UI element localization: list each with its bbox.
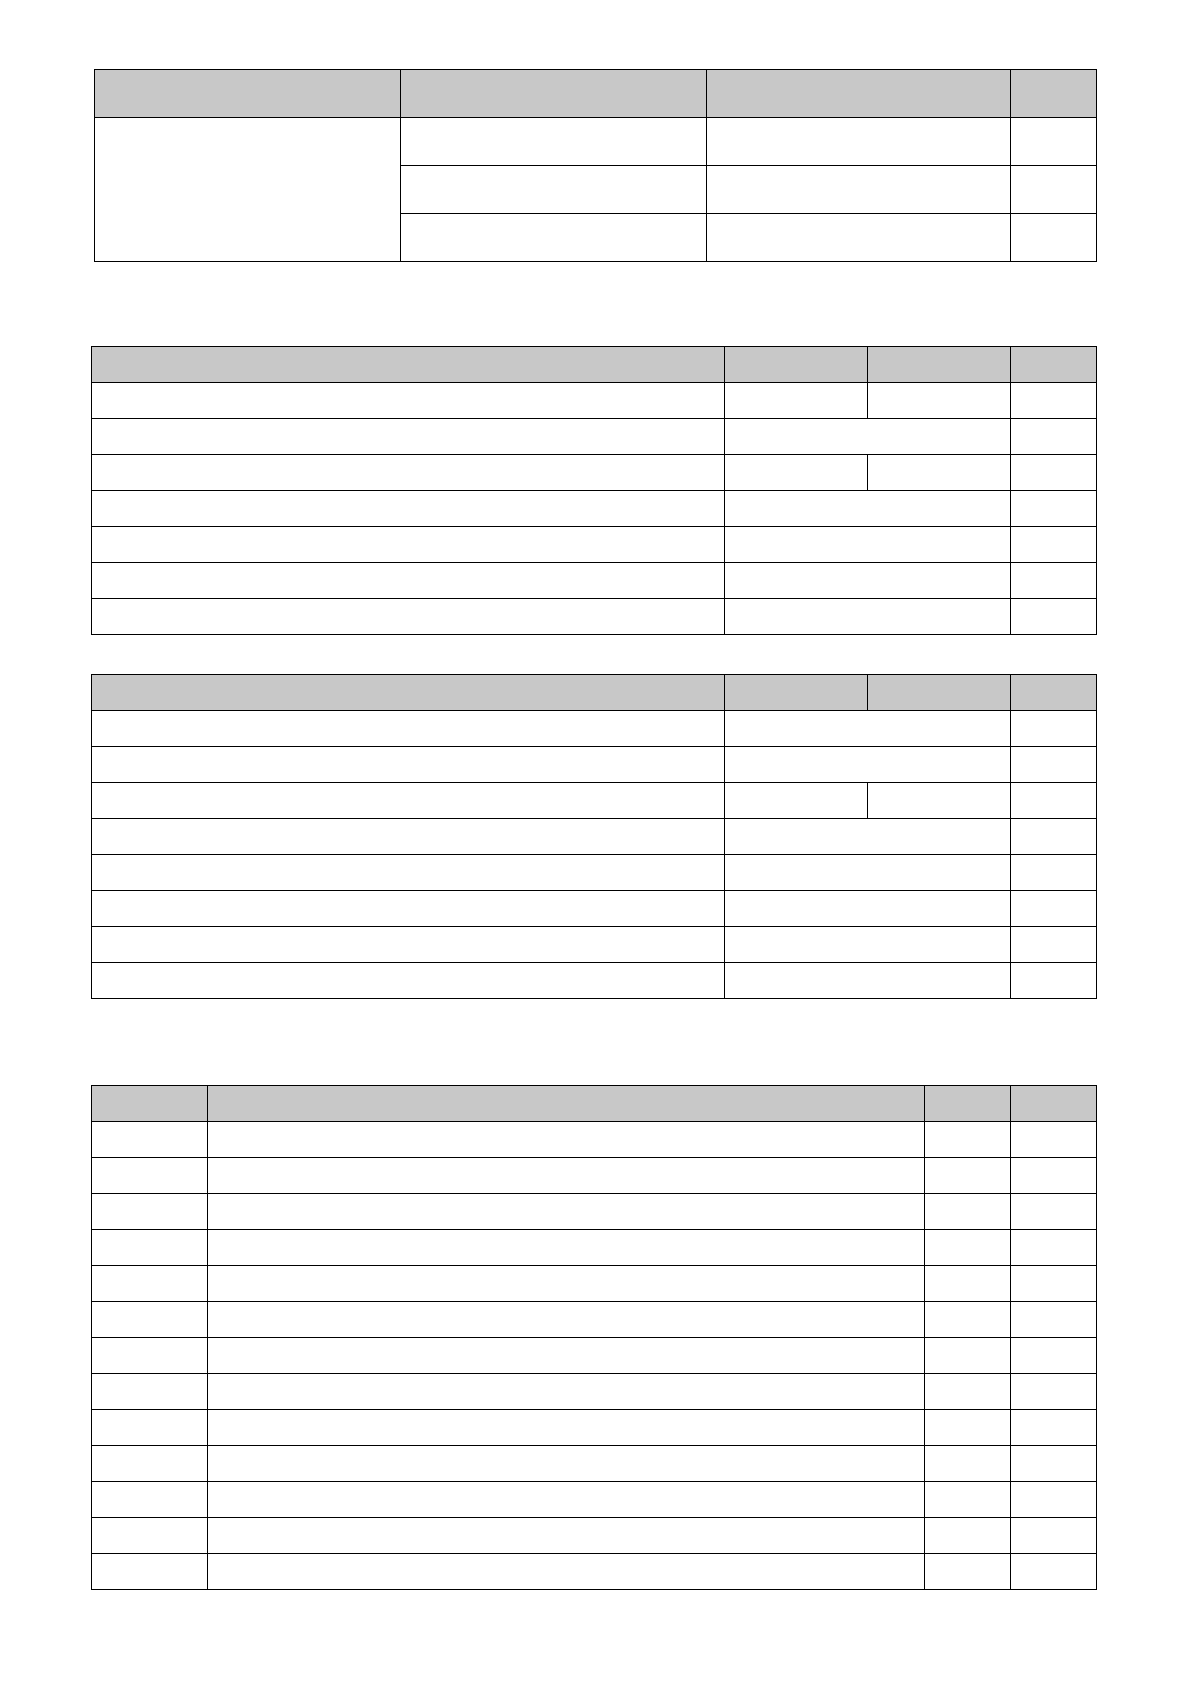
table-row [92, 599, 1097, 635]
table-row [92, 711, 1097, 747]
table-cell[interactable] [92, 1482, 208, 1518]
table-cell[interactable] [207, 1338, 924, 1374]
table-cell[interactable] [400, 118, 706, 166]
table-cell[interactable] [1011, 491, 1097, 527]
row-label-cell [92, 855, 725, 891]
table-cell[interactable] [725, 855, 1011, 891]
table-cell[interactable] [868, 455, 1011, 491]
table-cell[interactable] [868, 383, 1011, 419]
table-cell[interactable] [924, 1482, 1011, 1518]
table-cell[interactable] [207, 1518, 924, 1554]
table-cell[interactable] [725, 383, 868, 419]
table-cell[interactable] [207, 1554, 924, 1590]
table-row [92, 383, 1097, 419]
table-header-row [92, 347, 1097, 383]
table-cell[interactable] [706, 214, 1011, 262]
table-cell[interactable] [924, 1302, 1011, 1338]
table-cell[interactable] [1011, 1518, 1097, 1554]
table-cell[interactable] [207, 1410, 924, 1446]
table-row [92, 1518, 1097, 1554]
table-cell[interactable] [207, 1230, 924, 1266]
header-cell [924, 1086, 1011, 1122]
table-cell[interactable] [207, 1302, 924, 1338]
table-cell[interactable] [1011, 383, 1097, 419]
table-cell[interactable] [400, 214, 706, 262]
table-cell[interactable] [207, 1266, 924, 1302]
header-cell [92, 347, 725, 383]
table-cell[interactable] [207, 1122, 924, 1158]
row-label-cell [92, 599, 725, 635]
table-row [92, 855, 1097, 891]
table-cell[interactable] [207, 1158, 924, 1194]
form-table-2 [91, 346, 1097, 635]
table-cell[interactable] [1011, 527, 1097, 563]
table-cell[interactable] [92, 1374, 208, 1410]
table-cell[interactable] [924, 1122, 1011, 1158]
table-cell[interactable] [924, 1158, 1011, 1194]
table-cell[interactable] [1011, 855, 1097, 891]
table-cell[interactable] [1011, 1338, 1097, 1374]
table-cell[interactable] [725, 455, 868, 491]
header-cell [95, 70, 401, 118]
header-cell [725, 347, 868, 383]
table-cell[interactable] [924, 1266, 1011, 1302]
table-cell[interactable] [924, 1374, 1011, 1410]
table-cell[interactable] [400, 166, 706, 214]
table-cell[interactable] [1011, 1266, 1097, 1302]
table-cell[interactable] [92, 1302, 208, 1338]
header-cell [1011, 70, 1097, 118]
table-cell[interactable] [92, 1338, 208, 1374]
table-cell[interactable] [1011, 214, 1097, 262]
header-cell [1011, 675, 1097, 711]
header-cell [725, 675, 868, 711]
table-cell[interactable] [92, 1554, 208, 1590]
table-row [92, 1374, 1097, 1410]
table-cell[interactable] [1011, 927, 1097, 963]
table-cell[interactable] [1011, 599, 1097, 635]
group-label-cell [95, 118, 401, 262]
table-cell[interactable] [924, 1518, 1011, 1554]
table-cell[interactable] [725, 927, 1011, 963]
table-cell[interactable] [92, 1518, 208, 1554]
header-cell [92, 675, 725, 711]
form-table-3 [91, 674, 1097, 999]
table-row [92, 455, 1097, 491]
table-body [92, 711, 1097, 999]
table-cell[interactable] [924, 1338, 1011, 1374]
table-cell[interactable] [1011, 118, 1097, 166]
table-cell[interactable] [92, 1158, 208, 1194]
table-cell[interactable] [207, 1194, 924, 1230]
table-cell[interactable] [725, 963, 1011, 999]
table-cell[interactable] [924, 1194, 1011, 1230]
row-label-cell [92, 747, 725, 783]
table-cell[interactable] [1011, 1194, 1097, 1230]
table-cell[interactable] [1011, 1158, 1097, 1194]
header-cell [868, 675, 1011, 711]
table-cell[interactable] [1011, 166, 1097, 214]
table-cell[interactable] [1011, 711, 1097, 747]
table-row [92, 1158, 1097, 1194]
table-cell[interactable] [1011, 563, 1097, 599]
table-cell[interactable] [1011, 455, 1097, 491]
form-table-1 [94, 69, 1097, 262]
table-row [92, 527, 1097, 563]
table-cell[interactable] [1011, 1374, 1097, 1410]
table-row [92, 783, 1097, 819]
table-cell[interactable] [924, 1410, 1011, 1446]
table-cell[interactable] [1011, 963, 1097, 999]
table-row [92, 963, 1097, 999]
form-table-4 [91, 1085, 1097, 1590]
row-label-cell [92, 563, 725, 599]
table-cell[interactable] [92, 1122, 208, 1158]
table-cell[interactable] [725, 599, 1011, 635]
table-cell[interactable] [924, 1230, 1011, 1266]
table-cell[interactable] [924, 1554, 1011, 1590]
table-cell[interactable] [1011, 1554, 1097, 1590]
table-body [92, 1122, 1097, 1590]
table-cell[interactable] [725, 783, 868, 819]
table-cell[interactable] [706, 118, 1011, 166]
table-row [92, 1482, 1097, 1518]
header-cell [400, 70, 706, 118]
table-cell[interactable] [1011, 747, 1097, 783]
row-label-cell [92, 819, 725, 855]
row-label-cell [92, 527, 725, 563]
table-cell[interactable] [725, 891, 1011, 927]
table-cell[interactable] [725, 819, 1011, 855]
header-cell [868, 347, 1011, 383]
table-row [95, 118, 1097, 166]
row-label-cell [92, 419, 725, 455]
table-row [92, 563, 1097, 599]
table-cell[interactable] [725, 747, 1011, 783]
table-cell[interactable] [92, 1266, 208, 1302]
table-row [92, 419, 1097, 455]
table-row [92, 1446, 1097, 1482]
table-cell[interactable] [868, 783, 1011, 819]
table-cell[interactable] [92, 1230, 208, 1266]
table-header-row [92, 1086, 1097, 1122]
row-label-cell [92, 711, 725, 747]
table-cell[interactable] [207, 1446, 924, 1482]
table-cell[interactable] [725, 563, 1011, 599]
row-label-cell [92, 891, 725, 927]
row-label-cell [92, 927, 725, 963]
table-cell[interactable] [1011, 1410, 1097, 1446]
table-cell[interactable] [1011, 819, 1097, 855]
table-row [92, 1194, 1097, 1230]
table-row [92, 1122, 1097, 1158]
table-row [92, 1554, 1097, 1590]
table-cell[interactable] [1011, 419, 1097, 455]
table-row [92, 1338, 1097, 1374]
table-cell[interactable] [1011, 1302, 1097, 1338]
header-cell [706, 70, 1011, 118]
table-row [92, 819, 1097, 855]
table-cell[interactable] [207, 1374, 924, 1410]
table-header-row [95, 70, 1097, 118]
table-cell[interactable] [725, 527, 1011, 563]
table-header-row [92, 675, 1097, 711]
header-cell [1011, 1086, 1097, 1122]
row-label-cell [92, 383, 725, 419]
row-label-cell [92, 491, 725, 527]
row-label-cell [92, 963, 725, 999]
table-cell[interactable] [725, 491, 1011, 527]
table-cell[interactable] [1011, 891, 1097, 927]
table-row [92, 891, 1097, 927]
table-row [92, 491, 1097, 527]
table-row [92, 927, 1097, 963]
table-row [92, 747, 1097, 783]
table-row [92, 1230, 1097, 1266]
header-cell [92, 1086, 208, 1122]
table-row [92, 1266, 1097, 1302]
table-cell[interactable] [725, 711, 1011, 747]
row-label-cell [92, 783, 725, 819]
table-cell[interactable] [924, 1446, 1011, 1482]
table-cell[interactable] [1011, 1230, 1097, 1266]
table-row [92, 1302, 1097, 1338]
table-cell[interactable] [706, 166, 1011, 214]
table-body [92, 383, 1097, 635]
table-cell[interactable] [1011, 1446, 1097, 1482]
table-cell[interactable] [725, 419, 1011, 455]
row-label-cell [92, 455, 725, 491]
table-cell[interactable] [1011, 1122, 1097, 1158]
table-cell[interactable] [1011, 783, 1097, 819]
table-cell[interactable] [92, 1410, 208, 1446]
table-row [92, 1410, 1097, 1446]
header-cell [207, 1086, 924, 1122]
table-cell[interactable] [1011, 1482, 1097, 1518]
table-cell[interactable] [92, 1446, 208, 1482]
header-cell [1011, 347, 1097, 383]
table-cell[interactable] [207, 1482, 924, 1518]
table-cell[interactable] [92, 1194, 208, 1230]
